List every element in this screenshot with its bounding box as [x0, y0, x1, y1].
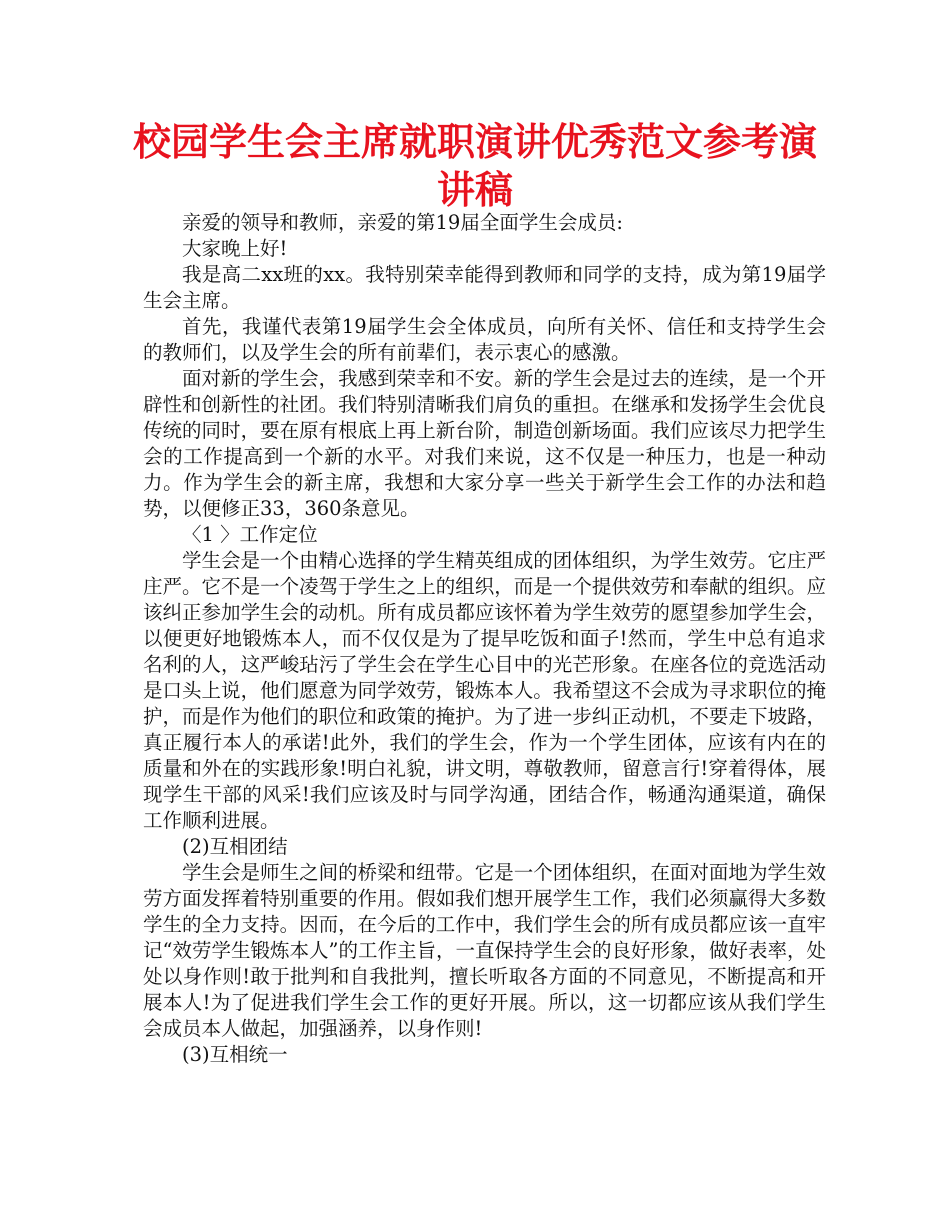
section-heading-1: 〈1 〉工作定位: [182, 523, 318, 546]
document-title: 校园学生会主席就职演讲优秀范文参考演讲稿: [132, 120, 817, 212]
paragraph-thanks: 首先，我谨代表第19届学生会全体成员，向所有关怀、信任和支持学生会的教师们，以及学生会的所有前辈们，表示衷心的感激。: [143, 315, 826, 364]
paragraph-new-council: 面对新的学生会，我感到荣幸和不安。新的学生会是过去的连续，是一个开辟性和创新性的社团。我们特别清晰我们肩负的重担。在继承和发扬学生会优良传统的同时，要在原有根底上再上新台阶，制造创新场面。我们应该尽力把学生会的工作提高到一个新的水平。对我们来说，这不仅是一种压力，也是一种动力。作为学生会的新主席，我想和大家分享一些关于新学生会工作的办法和趋势，以便修正33，360条意见。: [143, 367, 826, 520]
document-body: [143, 210, 826, 1068]
section-heading-2: (2)互相团结: [182, 835, 288, 858]
paragraph-work-positioning: 学生会是一个由精心选择的学生精英组成的团体组织，为学生效劳。它庄严庄严。它不是一个凌驾于学生之上的组织，而是一个提供效劳和奉献的组织。应该纠正参加学生会的动机。所有成员都应该怀着为学生效劳的愿望参加学生会，以便更好地锻炼本人，而不仅仅是为了提早吃饭和面子!然而，学生中总有追求名利的人，这严峻玷污了学生会在学生心目中的光芒形象。在座各位的竞选活动是口头上说，他们愿意为同学效劳，锻炼本人。我希望这不会成为寻求职位的掩护，而是作为他们的职位和政策的掩护。为了进一步纠正动机，不要走下坡路，真正履行本人的承诺!此外，我们的学生会，作为一个学生团体，应该有内在的质量和外在的实践形象!明白礼貌，讲文明，尊敬教师，留意言行!穿着得体，展现学生干部的风采!我们应该及时与同学沟通，团结合作，畅通沟通渠道，确保工作顺利进展。: [143, 549, 826, 832]
paragraph-intro: 我是高二xx班的xx。我特别荣幸能得到教师和同学的支持，成为第19届学生会主席。: [143, 263, 826, 312]
paragraph-greeting: 亲爱的领导和教师，亲爱的第19届全面学生会成员:: [182, 211, 623, 234]
paragraph-salutation: 大家晚上好!: [182, 237, 288, 260]
section-heading-3: (3)互相统一: [182, 1043, 288, 1066]
paragraph-unity: 学生会是师生之间的桥梁和纽带。它是一个团体组织，在面对面地为学生效劳方面发挥着特别重要的作用。假如我们想开展学生工作，我们必须赢得大多数学生的全力支持。因而，在今后的工作中，我们学生会的所有成员都应该一直牢记“效劳学生锻炼本人”的工作主旨，一直保持学生会的良好形象，做好表率，处处以身作则!敢于批判和自我批判，擅长听取各方面的不同意见，不断提高和开展本人!为了促进我们学生会工作的更好开展。所以，这一切都应该从我们学生会成员本人做起，加强涵养，以身作则!: [143, 861, 826, 1040]
